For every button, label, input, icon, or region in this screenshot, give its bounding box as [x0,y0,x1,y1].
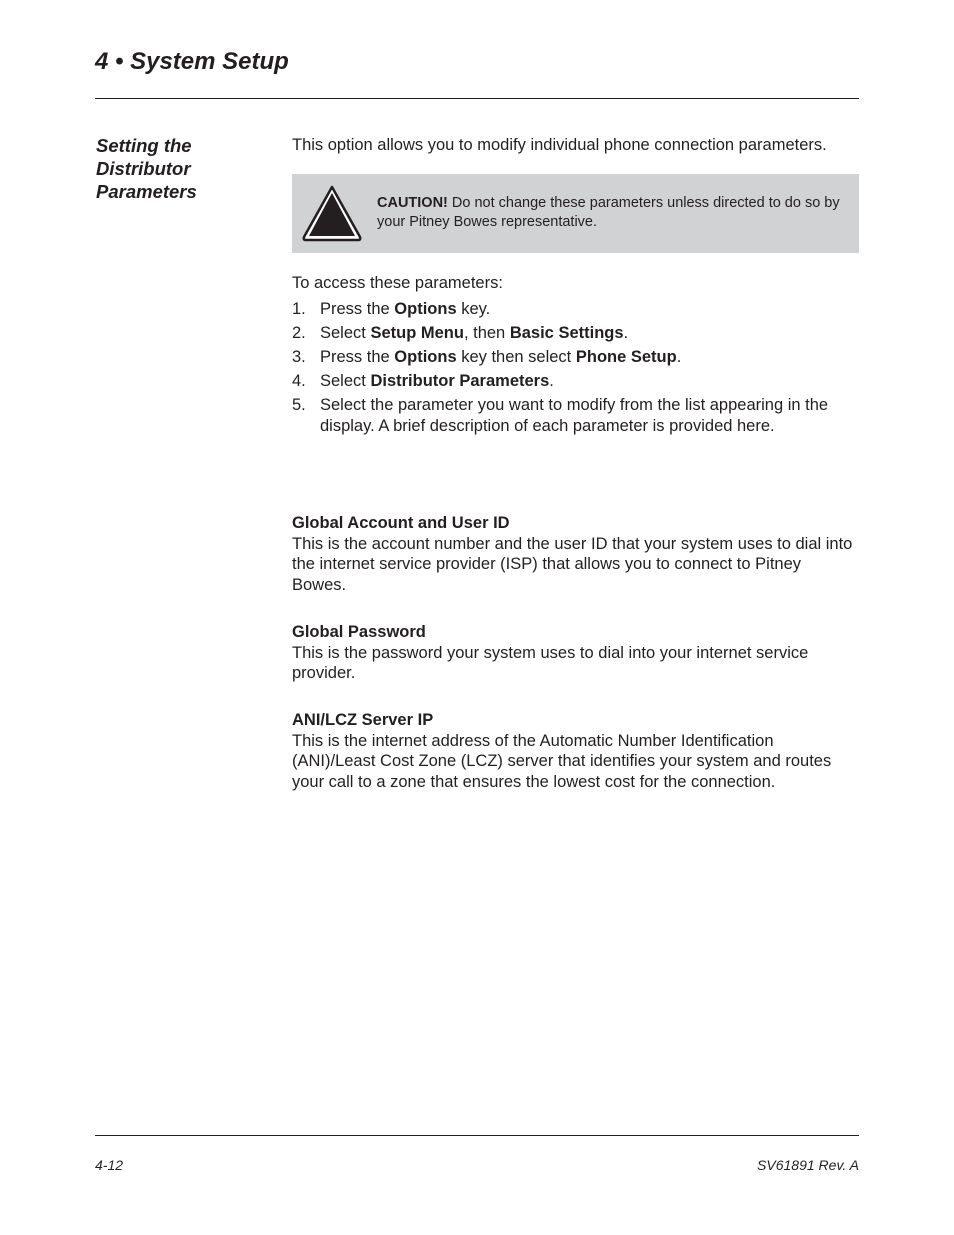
footer-rule [95,1135,859,1136]
intro-paragraph: This option allows you to modify individual phone connection parameters. [292,136,827,154]
step-key: Basic Settings [509,324,624,342]
caution-label: CAUTION! [377,195,448,211]
parameter-ani-lcz-server [292,710,859,792]
step-text: Select [320,372,371,390]
step-text: . [676,348,682,366]
caution-text [377,194,847,232]
step-key: Options [394,300,457,318]
access-intro: To access these parameters: [292,274,503,292]
step-text: key then select [456,348,576,366]
step-key: Setup Menu [370,324,464,342]
step-text: , then [463,324,510,342]
caution-box [292,174,859,253]
warning-triangle-icon [300,183,364,243]
parameter-title: ANI/LCZ Server IP [292,711,434,729]
step-number: 1. [292,300,306,318]
parameter-description: This is the internet address of the Automatic Number Identification (ANI)/Least Cost Zone (LCZ) server that identifies your system and routes your call to a zone that ensures the lowest cost for the connection. [292,731,832,791]
parameter-description: This is the account number and the user ID that your system uses to dial into the internet service provider (ISP) that allows you to connect to Pitney Bowes. [292,534,853,594]
step-text: key. [456,300,491,318]
header-rule [95,98,859,99]
caution-message: Do not change these parameters unless directed to do so by your Pitney Bowes representative. [377,195,840,230]
step-number: 4. [292,372,306,390]
step-number: 5. [292,396,306,414]
document-id: SV61891 Rev. A [757,1157,859,1173]
section-heading-line: Distributor [96,158,191,179]
step-key: Options [394,348,457,366]
step-text: Press the [320,348,395,366]
list-item [292,371,859,392]
step-key: Phone Setup [575,348,677,366]
step-key: Distributor Parameters [370,372,550,390]
step-number: 3. [292,348,306,366]
list-item [292,299,859,320]
list-item [292,347,859,368]
parameter-title: Global Password [292,623,426,641]
section-heading-line: Parameters [96,181,197,202]
steps-list [292,299,859,440]
step-text: Select [320,324,371,342]
step-text: . [623,324,629,342]
step-text: Press the [320,300,395,318]
page-number: 4-12 [95,1157,124,1173]
list-item [292,395,859,436]
parameter-title: Global Account and User ID [292,514,510,532]
parameter-description: This is the password your system uses to dial into your internet service provider. [292,643,809,682]
parameter-global-account [292,513,859,595]
section-heading-line: Setting the [96,135,192,156]
step-text: . [549,372,554,390]
step-text: Select the parameter you want to modify from the list appearing in the display. A brief description of each parameter is provided here. [320,396,829,435]
step-number: 2. [292,324,306,342]
section-heading [96,134,266,203]
list-item [292,323,859,344]
parameter-global-password [292,622,859,684]
chapter-title: 4 • System Setup [95,48,289,75]
